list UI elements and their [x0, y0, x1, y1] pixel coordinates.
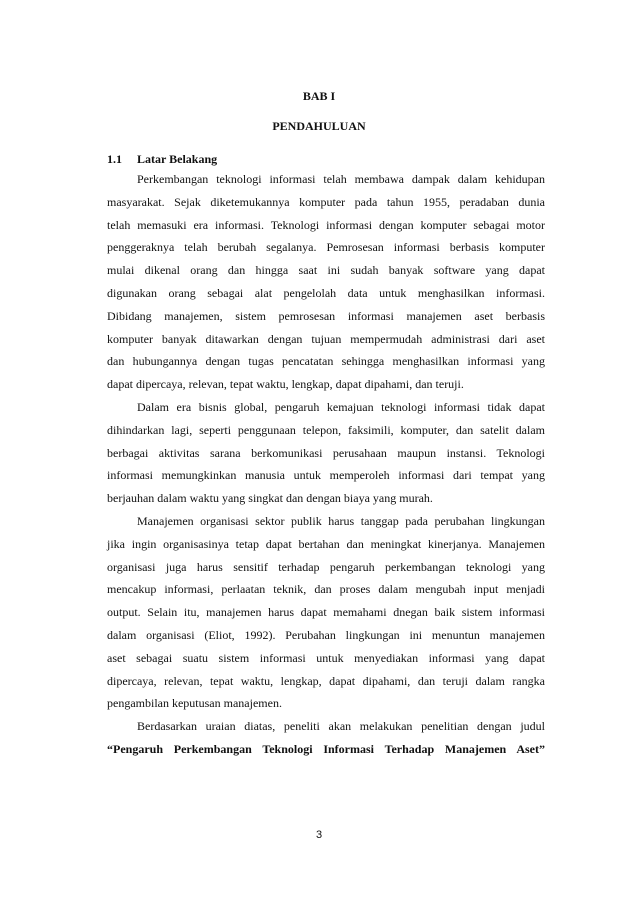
paragraph-line: mencakup informasi, perlaatan teknik, dan proses dalam mengubah input menjadi [107, 582, 545, 597]
paragraph-line: penggeraknya telah berubah segalanya. Pemrosesan informasi berbasis komputer [107, 240, 545, 255]
chapter-title: PENDAHULUAN [272, 119, 366, 133]
paragraph-line: organisasi juga harus sensitif terhadap pengaruh perkembangan teknologi yang [107, 559, 545, 574]
paragraph-line: pengambilan keputusan manajemen. [107, 696, 282, 711]
research-title: “Pengaruh Perkembangan Teknologi Informasi Terhadap Manajemen Aset” [107, 741, 545, 756]
paragraph-line: Manajemen organisasi sektor publik harus tanggap pada perubahan lingkungan [137, 513, 545, 528]
paragraph-line: informasi memungkinkan manusia untuk memperoleh informasi dari tempat yang [107, 468, 545, 483]
section-number: 1.1 [107, 152, 122, 166]
page-number: 3 [315, 829, 323, 841]
paragraph-line: digunakan orang sebagai alat pengelolah data untuk menghasilkan informasi. [107, 285, 545, 300]
paragraph-line: dihindarkan lagi, seperti penggunaan telepon, faksimili, komputer, dan satelit dalam [107, 422, 545, 437]
paragraph-line: Berdasarkan uraian diatas, peneliti akan melakukan penelitian dengan judul [137, 719, 545, 734]
paragraph-line: dipercaya, relevan, tepat waktu, lengkap, dapat dipahami, dan teruji dalam rangka [107, 673, 545, 688]
paragraph-line: jika ingin organisasinya tetap dapat bertahan dan meningkat kinerjanya. Manajemen [107, 536, 545, 551]
chapter-label: BAB I [302, 89, 336, 103]
paragraph-line: dan hubungannya dengan tugas pencatatan sehingga menghasilkan informasi yang [107, 354, 545, 369]
paragraph-line: komputer banyak ditawarkan dengan tujuan mempermudah administrasi dari aset [107, 331, 545, 346]
paragraph-line: aset sebagai suatu sistem informasi untuk menyediakan informasi yang dapat [107, 650, 545, 665]
paragraph-line: masyarakat. Sejak diketemukannya komputer pada tahun 1955, peradaban dunia [107, 194, 545, 209]
paragraph-line: telah memasuki era informasi. Teknologi informasi dengan komputer sebagai motor [107, 217, 545, 232]
paragraph-line: dalam organisasi (Eliot, 1992). Perubahan lingkungan ini menuntun manajemen [107, 627, 545, 642]
paragraph-line: Dibidang manajemen, sistem pemrosesan informasi manajemen aset berbasis [107, 308, 545, 323]
body-text [107, 168, 545, 761]
paragraph-line: output. Selain itu, manajemen harus dapat memahami dnegan baik sistem informasi [107, 605, 545, 620]
section-title: Latar Belakang [137, 152, 218, 166]
paragraph-line: berbagai aktivitas sarana berkomunikasi perusahaan maupun instansi. Teknologi [107, 445, 545, 460]
paragraph-line: dapat dipercaya, relevan, tepat waktu, lengkap, dapat dipahami, dan teruji. [107, 377, 464, 392]
paragraph-line: Dalam era bisnis global, pengaruh kemajuan teknologi informasi tidak dapat [137, 399, 545, 414]
paragraph-line: berjauhan dalam waktu yang singkat dan dengan biaya yang murah. [107, 491, 433, 506]
paragraph-line: mulai dikenal orang dan hingga saat ini sudah banyak software yang dapat [107, 263, 545, 278]
section-heading [107, 152, 217, 167]
paragraph-line: Perkembangan teknologi informasi telah membawa dampak dalam kehidupan [137, 172, 545, 186]
